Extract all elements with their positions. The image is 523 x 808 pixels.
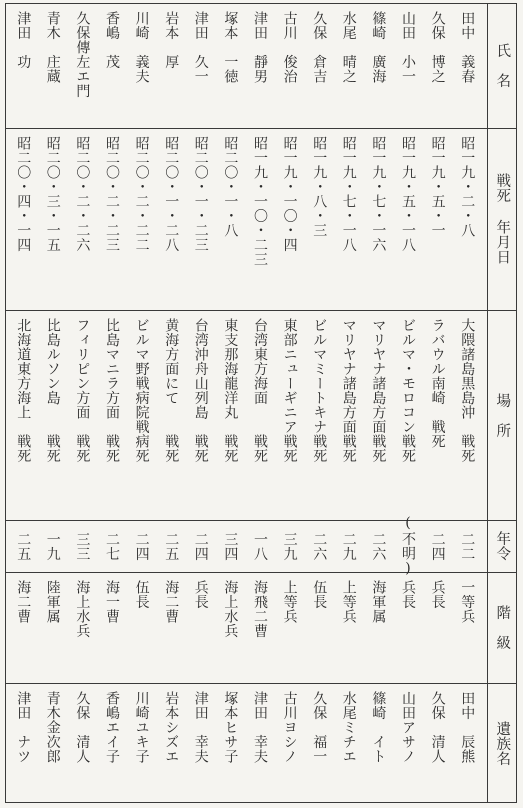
record-rank: 海軍属 bbox=[370, 580, 387, 624]
record-name: 塚本 一徳 bbox=[222, 11, 239, 84]
record-age: 二九 bbox=[340, 531, 357, 561]
cell-family bbox=[68, 691, 98, 795]
cell-place bbox=[156, 318, 186, 512]
record-age: 三三 bbox=[74, 531, 91, 561]
cell-name bbox=[38, 11, 68, 120]
record-date: 昭一九・七・一六 bbox=[370, 136, 387, 252]
cell-rank bbox=[216, 580, 246, 675]
record-date: 昭一九・一〇・四 bbox=[281, 136, 298, 252]
cell-date bbox=[97, 136, 127, 302]
header-rank-label: 階 級 bbox=[494, 605, 511, 650]
cell-age bbox=[156, 520, 186, 572]
cell-place bbox=[245, 318, 275, 512]
record-date: 昭二〇・二・二二 bbox=[133, 136, 150, 252]
cell-place bbox=[304, 318, 334, 512]
record-name: 久保 倉吉 bbox=[311, 11, 328, 84]
record-family: 川崎ユキ子 bbox=[133, 691, 150, 764]
cell-age bbox=[216, 520, 246, 572]
cell-name bbox=[8, 11, 38, 120]
cell-name bbox=[393, 11, 423, 120]
header-name-label: 氏 名 bbox=[494, 43, 511, 88]
record-place: ラバウル南崎 戦死 bbox=[429, 318, 446, 449]
cell-place bbox=[38, 318, 68, 512]
record-name: 水尾 晴之 bbox=[340, 11, 357, 84]
record-name: 津田 久一 bbox=[192, 11, 209, 84]
record-name: 津田 靜男 bbox=[251, 11, 268, 84]
record-age: 二六 bbox=[370, 531, 387, 561]
record-rank: 海上水兵 bbox=[74, 580, 91, 638]
record-place: ビルマミートキナ戦死 bbox=[311, 318, 328, 463]
record-date: 昭一九・八・三 bbox=[311, 136, 328, 238]
cell-family bbox=[38, 691, 68, 795]
cell-age bbox=[423, 520, 453, 572]
record-place: 大隈諸島黒島沖 戦死 bbox=[459, 318, 476, 463]
cell-age bbox=[393, 515, 423, 577]
cell-name bbox=[97, 11, 127, 120]
cell-place bbox=[127, 318, 157, 512]
record-family: 久保 福一 bbox=[311, 691, 328, 764]
record-rank: 兵長 bbox=[399, 580, 416, 609]
record-date: 昭一九・七・一八 bbox=[340, 136, 357, 252]
record-age: 一八 bbox=[251, 531, 268, 561]
cell-rank bbox=[393, 580, 423, 675]
record-name: 古川 俊治 bbox=[281, 11, 298, 84]
header-name bbox=[487, 3, 517, 128]
cell-age bbox=[452, 520, 482, 572]
header-rank bbox=[487, 572, 517, 683]
cell-date bbox=[334, 136, 364, 302]
record-place: フィリピン方面 戦死 bbox=[74, 318, 91, 463]
record-age: 二六 bbox=[311, 531, 328, 561]
cell-age bbox=[245, 520, 275, 572]
record-date: 昭一九・一〇・二三 bbox=[251, 136, 268, 267]
record-name: 山田 小一 bbox=[399, 11, 416, 84]
cell-family bbox=[8, 691, 38, 795]
cell-rank bbox=[304, 580, 334, 675]
record-name: 久保傳左エ門 bbox=[74, 11, 91, 98]
cell-rank bbox=[275, 580, 305, 675]
cell-place bbox=[364, 318, 394, 512]
cell-family bbox=[452, 691, 482, 795]
cell-name bbox=[364, 11, 394, 120]
record-family: 津田 幸夫 bbox=[251, 691, 268, 764]
record-place: 比島マニラ方面 戦死 bbox=[103, 318, 120, 463]
cell-family bbox=[156, 691, 186, 795]
record-name: 久保 博之 bbox=[429, 11, 446, 84]
cell-name bbox=[68, 11, 98, 120]
cell-rank bbox=[8, 580, 38, 675]
cell-family bbox=[127, 691, 157, 795]
row-divider bbox=[5, 128, 517, 129]
cell-family bbox=[393, 691, 423, 795]
cell-date bbox=[275, 136, 305, 302]
record-family: 古川ヨシノ bbox=[281, 691, 298, 764]
header-date bbox=[487, 128, 517, 310]
cell-age bbox=[364, 520, 394, 572]
record-age: (不明) bbox=[399, 515, 416, 577]
cell-age bbox=[97, 520, 127, 572]
record-place: マリヤナ諸島方面戦死 bbox=[370, 318, 387, 463]
record-age: 三四 bbox=[222, 531, 239, 561]
record-name: 岩本 厚 bbox=[163, 11, 180, 69]
record-place: 比島ルソン島 戦死 bbox=[44, 318, 61, 463]
cell-age bbox=[304, 520, 334, 572]
record-rank: 海二曹 bbox=[15, 580, 32, 624]
header-family-label: 遺族名 bbox=[494, 720, 511, 766]
record-family: 田中 辰熊 bbox=[459, 691, 476, 764]
cell-name bbox=[156, 11, 186, 120]
cell-date bbox=[216, 136, 246, 302]
record-place: 台湾東方海面 戦死 bbox=[251, 318, 268, 463]
cell-date bbox=[156, 136, 186, 302]
record-place: マリヤナ諸島方面戦死 bbox=[340, 318, 357, 463]
record-rank: 兵長 bbox=[192, 580, 209, 609]
record-place: 東部ニューギニア戦死 bbox=[281, 318, 298, 463]
cell-name bbox=[304, 11, 334, 120]
cell-age bbox=[68, 520, 98, 572]
cell-family bbox=[334, 691, 364, 795]
cell-place bbox=[275, 318, 305, 512]
cell-rank bbox=[186, 580, 216, 675]
cell-date bbox=[68, 136, 98, 302]
cell-age bbox=[127, 520, 157, 572]
record-family: 久保 清人 bbox=[429, 691, 446, 764]
header-family bbox=[487, 683, 517, 803]
record-place: 東支那海龍洋丸 戦死 bbox=[222, 318, 239, 463]
record-rank: 海二曹 bbox=[163, 580, 180, 624]
cell-date bbox=[127, 136, 157, 302]
row-divider bbox=[5, 572, 517, 573]
cell-date bbox=[8, 136, 38, 302]
cell-family bbox=[275, 691, 305, 795]
cell-place bbox=[423, 318, 453, 512]
record-rank: 上等兵 bbox=[340, 580, 357, 624]
record-family: 青木金次郎 bbox=[44, 691, 61, 764]
cell-rank bbox=[452, 580, 482, 675]
cell-place bbox=[8, 318, 38, 512]
record-family: 山田アサノ bbox=[399, 691, 416, 764]
cell-rank bbox=[156, 580, 186, 675]
cell-rank bbox=[68, 580, 98, 675]
record-age: 二四 bbox=[429, 531, 446, 561]
cell-name bbox=[423, 11, 453, 120]
record-name: 青木 庄蔵 bbox=[44, 11, 61, 84]
record-rank: 海飛二曹 bbox=[251, 580, 268, 638]
cell-rank bbox=[245, 580, 275, 675]
record-date: 昭二〇・四・一四 bbox=[15, 136, 32, 252]
cell-family bbox=[216, 691, 246, 795]
cell-rank bbox=[38, 580, 68, 675]
record-date: 昭二〇・一・八 bbox=[222, 136, 239, 238]
record-family: 篠崎 イト bbox=[370, 691, 387, 764]
cell-family bbox=[423, 691, 453, 795]
cell-date bbox=[245, 136, 275, 302]
record-family: 水尾ミチエ bbox=[340, 691, 357, 764]
record-age: 一九 bbox=[44, 531, 61, 561]
record-name: 香嶋 茂 bbox=[103, 11, 120, 69]
record-age: 二二 bbox=[459, 531, 476, 561]
record-family: 岩本シズエ bbox=[163, 691, 180, 764]
record-rank: 陸軍属 bbox=[44, 580, 61, 624]
cell-place bbox=[186, 318, 216, 512]
cell-name bbox=[216, 11, 246, 120]
cell-rank bbox=[97, 580, 127, 675]
record-family: 香嶋エイ子 bbox=[103, 691, 120, 764]
cell-rank bbox=[334, 580, 364, 675]
cell-rank bbox=[364, 580, 394, 675]
record-place: 黄海方面にて 戦死 bbox=[163, 318, 180, 463]
cell-date bbox=[393, 136, 423, 302]
header-age-label: 年令 bbox=[494, 531, 511, 561]
record-rank: 海一曹 bbox=[103, 580, 120, 624]
cell-family bbox=[186, 691, 216, 795]
cell-family bbox=[97, 691, 127, 795]
cell-place bbox=[334, 318, 364, 512]
record-family: 塚本ヒサ子 bbox=[222, 691, 239, 764]
header-age bbox=[487, 520, 517, 572]
cell-date bbox=[186, 136, 216, 302]
record-age: 二四 bbox=[133, 531, 150, 561]
record-age: 三九 bbox=[281, 531, 298, 561]
cell-family bbox=[304, 691, 334, 795]
cell-name bbox=[275, 11, 305, 120]
header-date-label: 戦死 年月日 bbox=[494, 173, 511, 265]
cell-date bbox=[38, 136, 68, 302]
cell-name bbox=[186, 11, 216, 120]
record-age: 二五 bbox=[163, 531, 180, 561]
record-family: 津田 ナツ bbox=[15, 691, 32, 764]
record-family: 津田 幸夫 bbox=[192, 691, 209, 764]
row-divider bbox=[5, 310, 517, 311]
cell-date bbox=[423, 136, 453, 302]
record-place: ビルマ野戦病院戦病死 bbox=[133, 318, 150, 463]
record-name: 田中 義春 bbox=[459, 11, 476, 84]
record-rank: 伍長 bbox=[311, 580, 328, 609]
cell-age bbox=[334, 520, 364, 572]
record-age: 二七 bbox=[103, 531, 120, 561]
cell-rank bbox=[423, 580, 453, 675]
cell-place bbox=[452, 318, 482, 512]
cell-name bbox=[245, 11, 275, 120]
cell-name bbox=[334, 11, 364, 120]
record-age: 二四 bbox=[192, 531, 209, 561]
cell-date bbox=[364, 136, 394, 302]
record-rank: 一等兵 bbox=[459, 580, 476, 624]
cell-age bbox=[186, 520, 216, 572]
record-rank: 兵長 bbox=[429, 580, 446, 609]
cell-age bbox=[38, 520, 68, 572]
record-date: 昭二〇・三・一五 bbox=[44, 136, 61, 252]
record-date: 昭二〇・二・二三 bbox=[103, 136, 120, 252]
cell-place bbox=[216, 318, 246, 512]
record-place: ビルマ・モロコン戦死 bbox=[399, 318, 416, 463]
record-date: 昭二〇・一・二三 bbox=[192, 136, 209, 252]
cell-place bbox=[68, 318, 98, 512]
record-rank: 上等兵 bbox=[281, 580, 298, 624]
cell-name bbox=[452, 11, 482, 120]
record-name: 川崎 義夫 bbox=[133, 11, 150, 84]
record-rank: 海上水兵 bbox=[222, 580, 239, 638]
cell-age bbox=[275, 520, 305, 572]
cell-age bbox=[8, 520, 38, 572]
record-date: 昭一九・五・一 bbox=[429, 136, 446, 238]
record-name: 篠崎 廣海 bbox=[370, 11, 387, 84]
cell-family bbox=[245, 691, 275, 795]
record-place: 北海道東方海上 戦死 bbox=[15, 318, 32, 463]
cell-name bbox=[127, 11, 157, 120]
cell-place bbox=[97, 318, 127, 512]
header-place bbox=[487, 310, 517, 520]
cell-family bbox=[364, 691, 394, 795]
record-family: 久保 清人 bbox=[74, 691, 91, 764]
record-date: 昭二〇・一・二八 bbox=[163, 136, 180, 252]
record-date: 昭二〇・二・二六 bbox=[74, 136, 91, 252]
cell-place bbox=[393, 318, 423, 512]
record-place: 台湾沖舟山列島 戦死 bbox=[192, 318, 209, 463]
cell-rank bbox=[127, 580, 157, 675]
header-place-label: 場 所 bbox=[494, 392, 511, 438]
record-date: 昭一九・二・八 bbox=[459, 136, 476, 238]
record-age: 二五 bbox=[15, 531, 32, 561]
cell-date bbox=[452, 136, 482, 302]
cell-date bbox=[304, 136, 334, 302]
record-name: 津田 功 bbox=[15, 11, 32, 69]
row-divider bbox=[5, 683, 517, 684]
record-rank: 伍長 bbox=[133, 580, 150, 609]
record-date: 昭一九・五・一八 bbox=[399, 136, 416, 252]
